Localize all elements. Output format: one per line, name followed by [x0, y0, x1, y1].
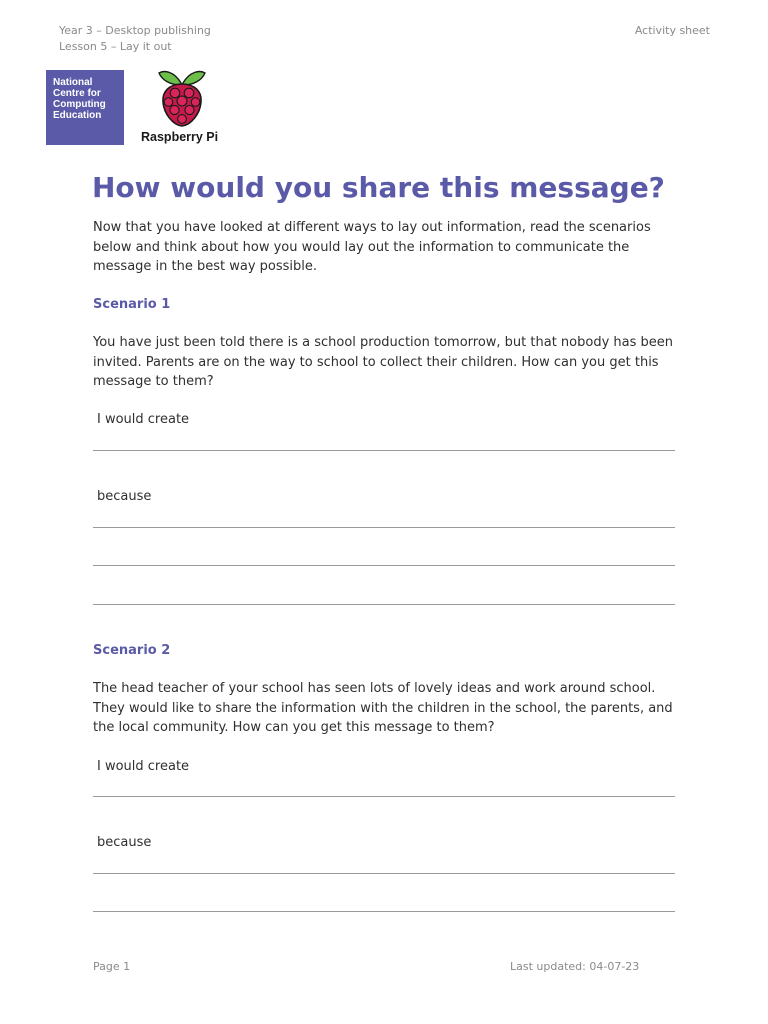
scenario-2-heading: Scenario 2 — [93, 643, 171, 658]
scenario-2-create-answer-line[interactable] — [93, 796, 675, 797]
scenario-1-because-answer-line[interactable] — [93, 565, 675, 566]
scenario-1-because-answer-line[interactable] — [93, 604, 675, 605]
ncce-logo-line: National — [53, 77, 93, 88]
scenario-1-create-answer-line[interactable] — [93, 450, 675, 451]
scenario-1-text: You have just been told there is a school production tomorrow, but that nobody has been invited. Parents are on the way to school to collect their children. How can you get this message to them? — [93, 335, 673, 389]
lesson-line: Lesson 5 – Lay it out — [59, 39, 172, 53]
scenario-2-because-answer-line[interactable] — [93, 873, 675, 874]
intro-paragraph: Now that you have looked at different ways to lay out information, read the scenarios below and think about how you would lay out the information to communicate the message in the best way possible. — [93, 220, 651, 274]
scenario-1-because-answer-line[interactable] — [93, 527, 675, 528]
scenario-1-create-label: I would create — [97, 412, 190, 427]
ncce-logo-line: Computing — [53, 99, 106, 110]
scenario-2-create-label: I would create — [97, 759, 190, 774]
scenario-1-because-label: because — [97, 489, 152, 504]
scenario-1-heading: Scenario 1 — [93, 297, 171, 312]
last-updated: Last updated: 04-07-23 — [510, 960, 640, 973]
course-line: Year 3 – Desktop publishing — [59, 24, 211, 37]
ncce-logo — [46, 70, 124, 145]
document-header-left — [59, 23, 211, 54]
scenario-2-text: The head teacher of your school has seen lots of lovely ideas and work around school. They would like to share the information with the children in the school, the parents, and the local community. How can you get this message to them? — [93, 681, 673, 735]
scenario-2-because-label: because — [97, 835, 152, 850]
ncce-logo-line: Centre for — [53, 88, 101, 99]
raspberry-pi-logo — [140, 68, 224, 146]
page-title: How would you share this message? — [92, 171, 665, 204]
ncce-logo-line: Education — [53, 110, 102, 121]
scenario-2-because-answer-line[interactable] — [93, 911, 675, 912]
raspberry-pi-wordmark: Raspberry Pi — [141, 130, 219, 144]
page-number: Page 1 — [93, 960, 131, 973]
raspberry-icon — [156, 68, 208, 128]
document-type-label: Activity sheet — [634, 24, 710, 37]
